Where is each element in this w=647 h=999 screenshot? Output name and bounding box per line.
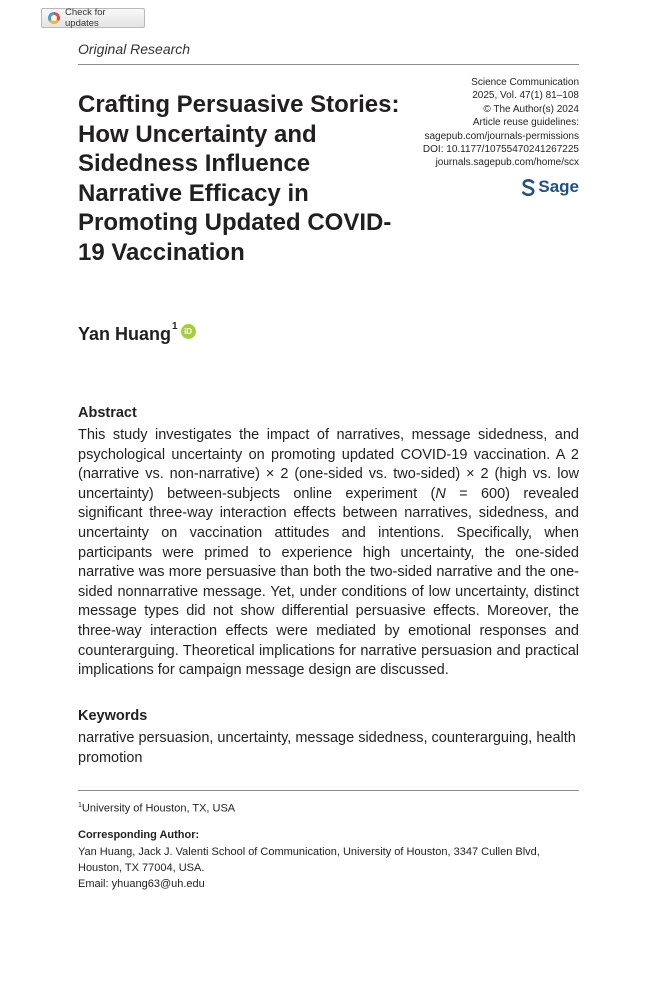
crossmark-icon: [48, 12, 60, 24]
footnote-divider: [78, 790, 579, 791]
check-for-updates-label: Check for updates: [65, 7, 106, 29]
publisher-name: Sage: [538, 177, 579, 196]
affiliation-marker: 1: [78, 802, 82, 809]
author-name: Yan Huang: [78, 324, 172, 344]
abstract-body: [78, 426, 579, 681]
doi-link[interactable]: DOI: 10.1177/10755470241267225: [422, 144, 579, 156]
sage-s-icon: [522, 179, 535, 196]
sample-size-symbol: N: [435, 485, 446, 502]
journal-name: Science Communication: [471, 77, 579, 88]
journal-metadata: [379, 76, 579, 170]
affiliation-text: University of Houston, TX, USA: [81, 802, 236, 815]
copyright-notice: © The Author(s) 2024: [483, 103, 579, 115]
author-affil-marker: 1: [172, 321, 178, 332]
abstract-heading: Abstract: [78, 405, 137, 421]
orcid-icon[interactable]: [181, 324, 196, 339]
header-divider: [78, 64, 579, 65]
journal-issue: 2025, Vol. 47(1) 81–108: [472, 90, 579, 102]
abstract-text-part-1: This study investigates the impact of narratives, message sidedness, and psychological uncertainty on promoting updated COVID-19 vaccination. A 2 (narrative vs. non-narrative) × 2 (one-sided vs. two-sided) × 2 (high vs. low uncertainty) between-subjects online experiment (: [78, 427, 579, 502]
author-line: [78, 321, 196, 345]
check-for-updates-button[interactable]: [41, 8, 145, 28]
article-title: Crafting Persuasive Stories: How Uncertainty and Sidedness Influence Narrative Efficacy in Promoting Updated COVID-19 Vaccination: [78, 91, 400, 266]
affiliation-footnote: [78, 802, 235, 815]
abstract-text-part-2: = 600) revealed significant three-way interaction effects between narratives, sidedness, and uncertainty on vaccination attitudes and intentions. Specifically, when participants were primed to experience high uncertainty, the one-sided narrative was more persuasive than both the two-sided narrative and the one-sided nonnarrative message. Yet, under conditions of low uncertainty, distinct message types did not show differential persuasive effects. Moreover, the three-way interaction effects were mediated by emotional responses and counterarguing. Theoretical implications for narrative persuasion and practical implications for campaign message design are discussed.: [78, 485, 579, 679]
publisher-logo: [522, 177, 579, 197]
corresponding-author-details: [78, 845, 578, 892]
reuse-guidelines-link[interactable]: sagepub.com/journals-permissions: [424, 130, 579, 142]
journal-home-link[interactable]: journals.sagepub.com/home/scx: [435, 157, 579, 169]
orcid-label: iD: [184, 327, 193, 336]
keywords-list: narrative persuasion, uncertainty, message sidedness, counterarguing, health promotion: [78, 730, 576, 766]
article-type-label: Original Research: [78, 41, 191, 57]
corresponding-author-address: Yan Huang, Jack J. Valenti School of Communication, University of Houston, 3347 Cullen Blvd, Houston, TX 77004, USA.: [78, 846, 540, 874]
corresponding-author-heading: Corresponding Author:: [78, 829, 200, 841]
keywords-heading: Keywords: [78, 708, 148, 724]
corresponding-author-email[interactable]: Email: yhuang63@uh.edu: [78, 877, 205, 890]
reuse-guidelines-label: Article reuse guidelines:: [472, 117, 579, 129]
